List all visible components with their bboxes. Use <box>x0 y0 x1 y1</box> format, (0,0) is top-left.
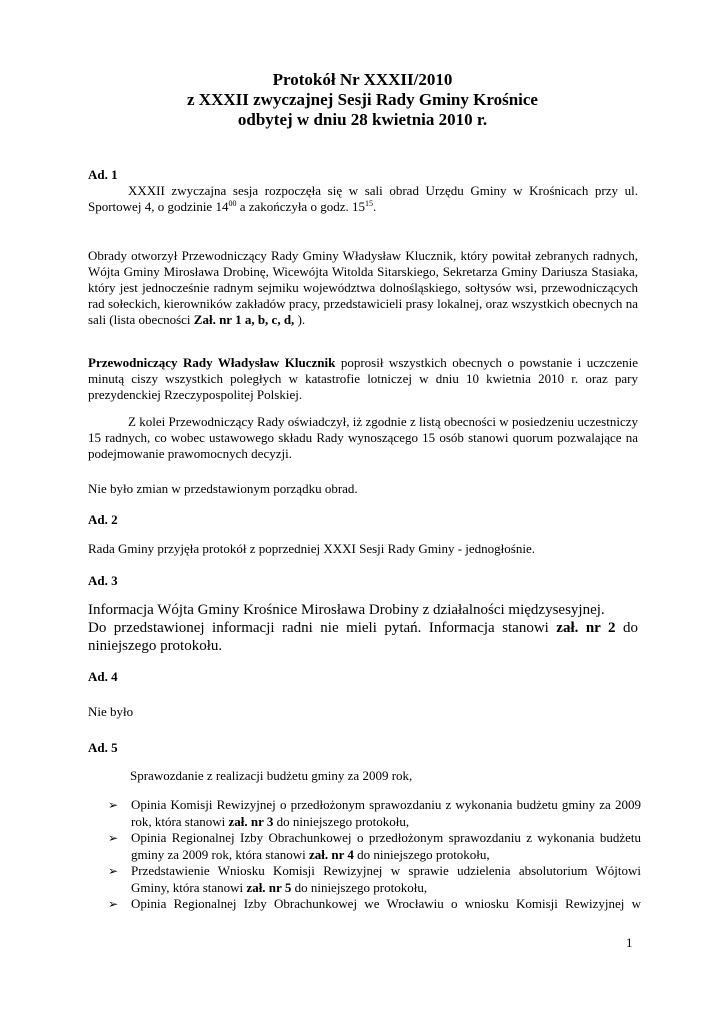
list-item: ➢ Opinia Regionalnej Izby Obrachunkowej o przedłożonym sprawozdaniu z wykonania budżetu gminy za 2009 rok, która stanowi zał. nr 4 do niniejszego protokołu, <box>108 830 641 862</box>
list-item: ➢ Opinia Komisji Rewizyjnej o przedłożonym sprawozdaniu z wykonania budżetu gminy za 2009 rok, która stanowi zał. nr 3 do niniejszego protokołu, <box>108 797 641 829</box>
ad2-heading: Ad. 2 <box>88 512 118 527</box>
arrow-bullet-icon: ➢ <box>108 864 119 878</box>
ad1-opening-paragraph: XXXII zwyczajna sesja rozpoczęła się w sali obrad Urzędu Gminy w Krośnicach przy ul. Sportowej 4, o godzinie $14^{00}$ a zakończyła o godz. $15^{15}$. <box>88 183 638 214</box>
ad3-information: Informacja Wójta Gminy Krośnice Mirosława Drobiny z działalności międzysesyjnej. Do przedstawionej informacji radni nie mieli pytań. Informacja stanowi zał. nr 2 do niniejszego protokołu. <box>88 602 638 654</box>
arrow-bullet-icon: ➢ <box>108 897 119 911</box>
ad4-heading: Ad. 4 <box>88 669 118 684</box>
page-number: 1 <box>626 935 633 950</box>
ad1-minute-of-silence-paragraph: Przewodniczący Rady Władysław Klucznik poprosił wszystkich obecnych o powstanie i uczczenie minutą ciszy wszystkich poległych w katastrofie lotniczej w dniu 10 kwietnia 2010 r. oraz pary prezydenckiej Rzeczypospolitej Polskiej. <box>88 355 639 402</box>
ad1-quorum-paragraph: Z kolei Przewodniczący Rady oświadczył, iż zgodnie z listą obecności w posiedzeniu uczestniczy 15 radnych, co wobec ustawowego składu Rady wynoszącego 15 osób stanowi quorum pozwalające na podejmowanie prawomocnych decyzji. <box>88 414 638 461</box>
ad2-text: Rada Gminy przyjęła protokół z poprzedniej XXXI Sesji Rady Gminy - jednogłośnie. <box>88 541 535 556</box>
ad3-heading: Ad. 3 <box>88 573 118 588</box>
arrow-bullet-icon: ➢ <box>108 798 119 812</box>
ad5-heading: Ad. 5 <box>88 740 118 755</box>
ad4-text: Nie było <box>88 704 134 719</box>
list-item: ➢ Opinia Regionalnej Izby Obrachunkowej we Wrocławiu o wniosku Komisji Rewizyjnej w <box>108 896 641 911</box>
list-item: ➢ Przedstawienie Wniosku Komisji Rewizyjnej w sprawie udzielenia absolutorium Wójtowi Gminy, która stanowi zał. nr 5 do niniejszego protokołu, <box>108 863 641 895</box>
ad5-bullet-list <box>108 797 641 913</box>
ad1-agenda-note: Nie było zmian w przedstawionym porządku obrad. <box>88 481 358 496</box>
document-title-line-2: z XXXII zwyczajnej Sesji Rady Gminy Krośnice <box>187 90 538 109</box>
document-title-line-1: Protokół Nr XXXII/2010 <box>272 70 453 89</box>
ad1-welcome-paragraph: Obrady otworzył Przewodniczący Rady Gminy Władysław Klucznik, który powitał zebranych radnych, Wójta Gminy Mirosława Drobinę, Wicewójta Witolda Sitarskiego, Sekretarza Gminy Dariusza Stasiaka, który jest jednocześnie radnym sejmiku województwa dolnośląskiego, sołtysów wsi, przewodniczących rad sołeckich, kierowników zakładów pracy, przedstawicieli prasy lokalnej, oraz wszystkich obecnych na sali (lista obecności Zał. nr 1 a, b, c, d, ). <box>88 248 638 327</box>
arrow-bullet-icon: ➢ <box>108 831 119 845</box>
ad1-heading: Ad. 1 <box>88 167 118 182</box>
ad5-intro: Sprawozdanie z realizacji budżetu gminy za 2009 rok, <box>130 768 413 783</box>
document-title-line-3: odbytej w dniu 28 kwietnia 2010 r. <box>237 110 488 129</box>
